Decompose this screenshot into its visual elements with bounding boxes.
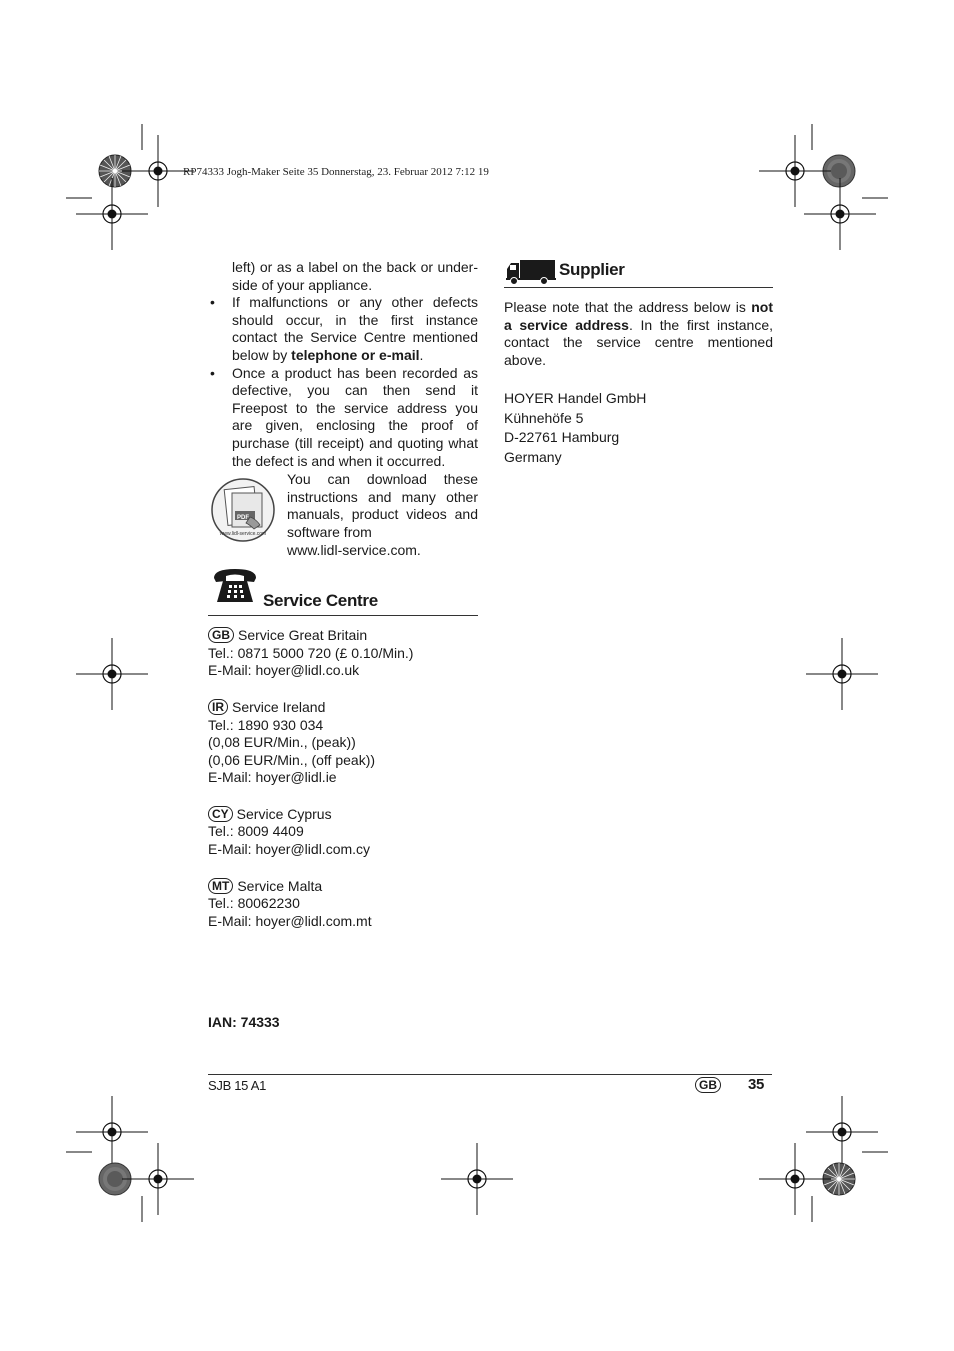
download-icon-caption: www.lidl-service.com bbox=[219, 531, 267, 538]
contact-method: telephone or e-mail bbox=[291, 346, 420, 363]
service-block-mt bbox=[208, 878, 478, 931]
download-section bbox=[208, 471, 478, 559]
service-block-cy bbox=[208, 806, 478, 859]
supplier-header bbox=[504, 259, 773, 289]
left-column bbox=[208, 259, 478, 949]
heading-rule bbox=[208, 615, 478, 616]
country-badge: CY bbox=[208, 806, 233, 822]
footer-model: SJB 15 A1 bbox=[208, 1078, 267, 1093]
service-email[interactable]: E-Mail: hoyer@lidl.ie bbox=[208, 769, 337, 786]
service-phone: Tel.: 80062230 bbox=[208, 895, 300, 912]
service-centre-header bbox=[208, 566, 478, 616]
country-badge: MT bbox=[208, 878, 233, 894]
service-title: Service Ireland bbox=[232, 698, 326, 715]
service-block-ie bbox=[208, 699, 478, 787]
address-line: D-22761 Hamburg bbox=[504, 429, 620, 446]
download-icon bbox=[210, 477, 276, 543]
service-email[interactable]: E-Mail: hoyer@lidl.com.cy bbox=[208, 841, 371, 858]
service-email[interactable]: E-Mail: hoyer@lidl.com.mt bbox=[208, 912, 372, 929]
country-badge: GB bbox=[695, 1077, 721, 1093]
service-phone: Tel.: 0871 5000 720 (£ 0.10/Min.) bbox=[208, 644, 414, 661]
intro-text bbox=[232, 259, 478, 294]
bullet-icon: • bbox=[210, 364, 215, 381]
address-line: HOYER Handel GmbH bbox=[504, 390, 647, 407]
print-info: RP74333 Jogh-Maker Seite 35 Donnerstag, 23. Februar 2012 7:12 19 bbox=[183, 166, 489, 178]
intro-line: left) or as a label on the back or under- bbox=[232, 259, 478, 275]
service-rate: (0,06 EUR/Min., (off peak)) bbox=[208, 751, 376, 768]
service-rate: (0,08 EUR/Min., (peak)) bbox=[208, 734, 356, 751]
bullet-icon: • bbox=[210, 294, 215, 311]
country-badge: IR bbox=[208, 699, 228, 715]
address-line: Kühnehöfe 5 bbox=[504, 409, 584, 426]
service-title: Service Cyprus bbox=[236, 805, 332, 822]
supplier-heading: Supplier bbox=[559, 260, 625, 279]
service-email[interactable]: E-Mail: hoyer@lidl.co.uk bbox=[208, 662, 360, 679]
country-badge: GB bbox=[208, 627, 234, 643]
supplier-note: Please note that the address below is not a service address. In the first instance, contact the service centre mentioned above. bbox=[504, 299, 774, 368]
download-icon-label: PDF bbox=[237, 515, 249, 522]
service-title: Service Great Britain bbox=[238, 627, 368, 644]
footer-country-badge bbox=[695, 1077, 725, 1095]
ian-number: IAN: 74333 bbox=[208, 1014, 280, 1030]
download-link[interactable]: www.lidl-service.com. bbox=[287, 541, 421, 558]
service-centre-heading: Service Centre bbox=[263, 591, 378, 611]
download-text-block bbox=[287, 471, 478, 559]
bullet-item: • Once a product has been recorded as defective, you can then send it Freepost to the service address you are given, enclosing the proof of purchase (till receipt) and quoting what the defect is and when it occurred. bbox=[210, 364, 478, 469]
bullet-item: • If malfunctions or any other defects should occur, in the first instance contact the Service Centre mentioned below by telephone or e-mail. bbox=[210, 294, 478, 363]
service-block-gb bbox=[208, 627, 478, 680]
right-column bbox=[504, 259, 773, 467]
intro-line: side of your appliance. bbox=[232, 276, 373, 293]
service-phone: Tel.: 1890 930 034 bbox=[208, 716, 324, 733]
truck-icon bbox=[506, 259, 556, 290]
supplier-address bbox=[504, 389, 773, 467]
footer-rule bbox=[208, 1074, 772, 1075]
service-phone: Tel.: 8009 4409 bbox=[208, 823, 304, 840]
service-list bbox=[208, 627, 478, 930]
phone-icon bbox=[212, 566, 258, 611]
download-text: You can download these instructions and many other manuals, product videos and software from bbox=[287, 471, 478, 540]
not-service-address: not a service address bbox=[504, 299, 773, 333]
address-line: Germany bbox=[504, 448, 562, 465]
heading-rule bbox=[504, 287, 773, 288]
page-number: 35 bbox=[748, 1076, 765, 1093]
service-title: Service Malta bbox=[237, 877, 323, 894]
